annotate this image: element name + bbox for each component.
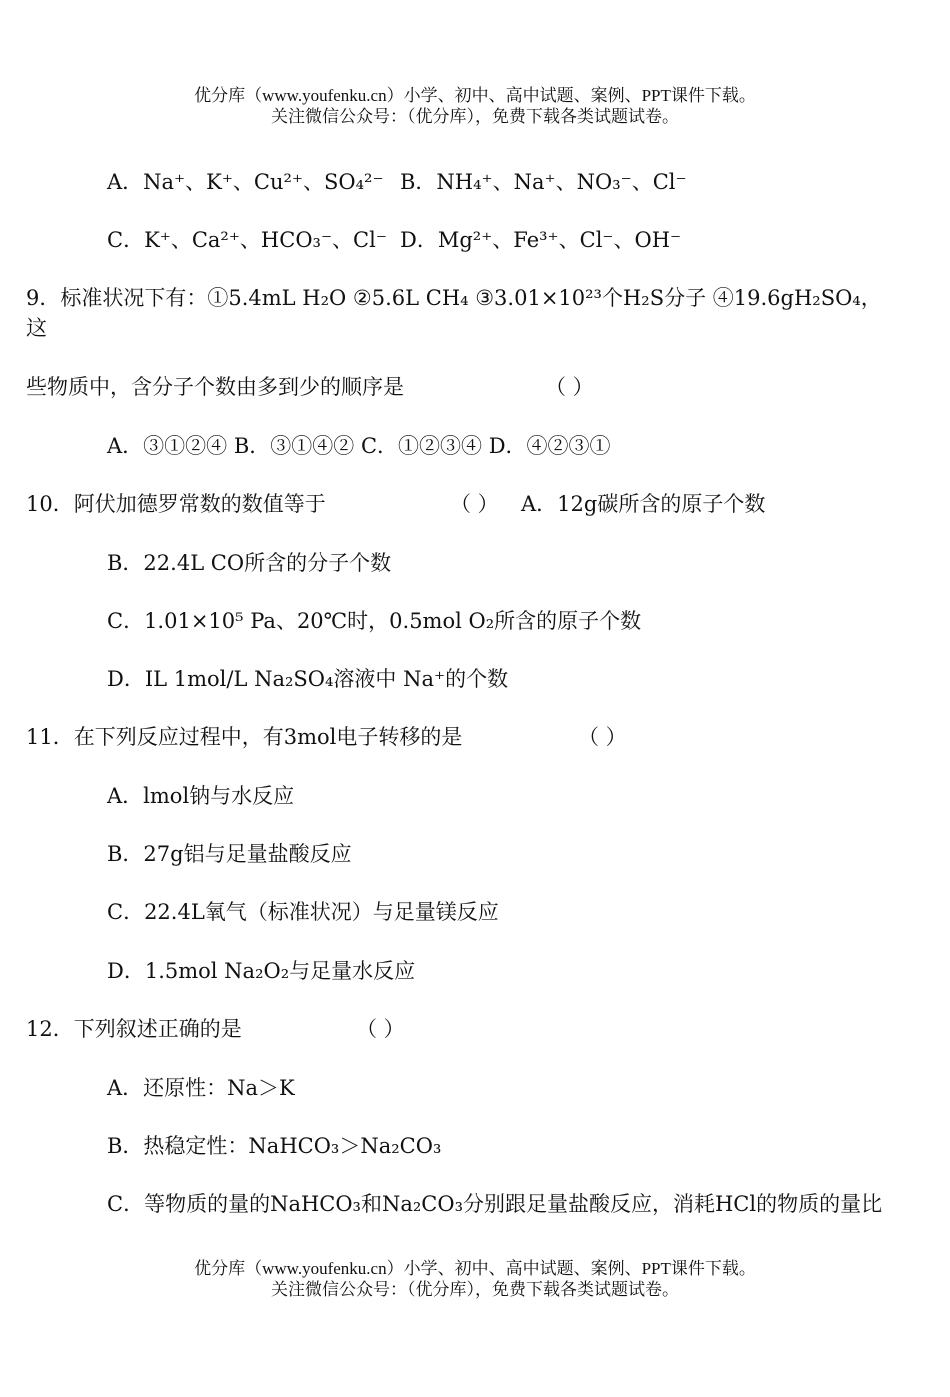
q12-answer-bracket: （ ） [356,1017,405,1041]
q12-stem: 12．下列叙述正确的是 [26,1017,242,1041]
q8-option-d: D．Mg²⁺、Fe³⁺、Cl⁻、OH⁻ [400,228,682,252]
q8-option-b: B．NH₄⁺、Na⁺、NO₃⁻、Cl⁻ [400,170,687,194]
q10-option-b: B．22.4L CO所含的分子个数 [107,551,392,575]
q10-option-a: A．12g碳所含的原子个数 [521,492,766,516]
q9-stem-line2: 这 [26,316,47,340]
q11-option-c: C．22.4L氧气（标准状况）与足量镁反应 [107,900,499,924]
q12-option-b: B．热稳定性：NaHCO₃＞Na₂CO₃ [107,1134,442,1158]
q9-stem-line1: 9．标准状况下有：①5.4mL H₂O ②5.6L CH₄ ③3.01×10²³个H₂S分子 ④19.6gH₂SO₄， [26,286,882,310]
q9-options: A．③①②④ B．③①④② C．①②③④ D．④②③① [107,434,611,458]
q10-stem: 10．阿伏加德罗常数的数值等于 [26,492,326,516]
q10-option-d: D．IL 1mol/L Na₂SO₄溶液中 Na⁺的个数 [107,667,509,691]
q9-answer-bracket: （ ） [545,375,594,399]
q10-option-c: C．1.01×10⁵ Pa、20℃时，0.5mol O₂所含的原子个数 [107,609,642,633]
q11-answer-bracket: （ ） [578,725,627,749]
page-header-line2: 关注微信公众号：（优分库），免费下载各类试题试卷。 [271,107,679,126]
q11-stem: 11．在下列反应过程中，有3mol电子转移的是 [26,725,463,749]
page-footer-line2: 关注微信公众号：（优分库），免费下载各类试题试卷。 [271,1280,679,1299]
q10-answer-bracket: （ ） [450,492,499,516]
q8-option-c: C．K⁺、Ca²⁺、HCO₃⁻、Cl⁻ [107,228,387,252]
page-footer-line1: 优分库（www.youfenku.cn）小学、初中、高中试题、案例、PPT课件下载。 [194,1259,756,1278]
page-header-line1: 优分库（www.youfenku.cn）小学、初中、高中试题、案例、PPT课件下载。 [194,86,756,105]
q12-option-a: A．还原性：Na＞K [107,1076,295,1100]
q11-option-b: B．27g铝与足量盐酸反应 [107,842,352,866]
q11-option-a: A．lmol钠与水反应 [107,784,295,808]
q9-stem-line3: 些物质中，含分子个数由多到少的顺序是 [26,375,404,399]
q11-option-d: D．1.5mol Na₂O₂与足量水反应 [107,959,416,983]
q8-option-a: A．Na⁺、K⁺、Cu²⁺、SO₄²⁻ [107,170,384,194]
q12-option-c: C．等物质的量的NaHCO₃和Na₂CO₃分别跟足量盐酸反应，消耗HCl的物质的量比 [107,1192,883,1216]
